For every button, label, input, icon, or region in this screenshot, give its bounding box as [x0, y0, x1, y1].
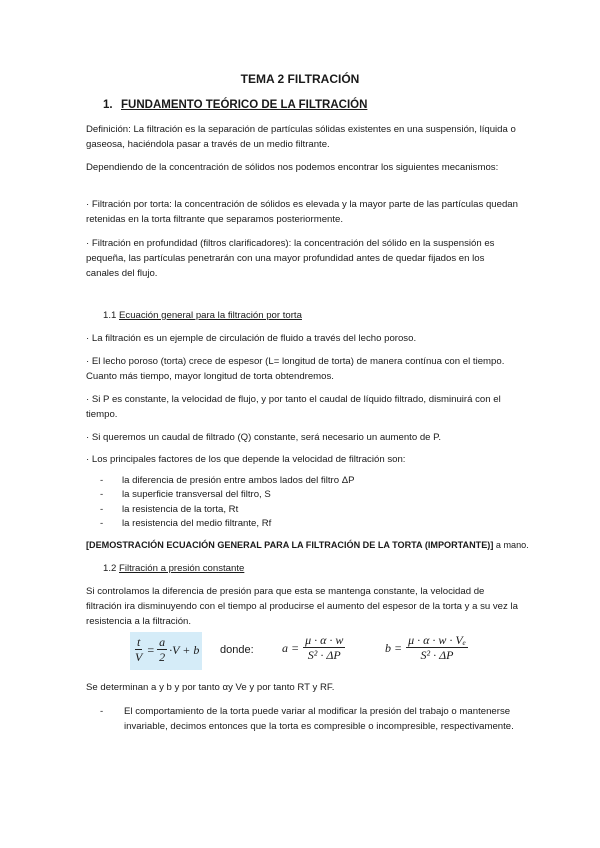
section-1-number: 1. — [103, 99, 113, 111]
constant-pressure-paragraph: Si controlamos la diferencia de presión para que esta se mantenga constante, la velocidad de filtración ira disminuyendo con el tiempo al producirse el aumento del espesor de la torta y a su vez la resistencia a la filtración. — [86, 586, 518, 627]
filtration-formula — [130, 632, 530, 672]
list-item: - la resistencia de la torta, Rt — [100, 503, 239, 515]
list-item: - la diferencia de presión entre ambos lados del filtro ΔP — [100, 475, 355, 486]
donde-label: donde: — [220, 644, 254, 656]
demonstration-bold: [DEMOSTRACIÓN ECUACIÓN GENERAL PARA LA FILTRACIÓN DE LA TORTA (IMPORTANTE)] — [86, 540, 494, 550]
b-equation: b = $\frac{\text{μ · α · w · Vₑ}}{\text{S² · ΔP}}$ — [385, 633, 466, 662]
demonstration-rest: a mano. — [493, 540, 529, 550]
section-1-2-title: Filtración a presión constante — [119, 563, 245, 574]
document-title: TEMA 2 FILTRACIÓN — [240, 72, 360, 86]
section-1-title: FUNDAMENTO TEÓRICO DE LA FILTRACIÓN — [121, 99, 368, 111]
point-3: · Si P es constante, la velocidad de flujo, y por tanto el caudal de líquido filtrado, disminuirá con el tiempo. — [86, 394, 501, 420]
section-1-heading — [103, 99, 367, 111]
section-1-1-heading — [103, 308, 302, 323]
factors-list — [100, 474, 355, 532]
section-1-2-number: 1.2 — [103, 563, 117, 574]
point-1: · La filtración es un ejemple de circulación de fluido a través del lecho poroso. — [86, 333, 417, 344]
point-4: · Si queremos un caudal de filtrado (Q) constante, será necesario un aumento de P. — [86, 432, 441, 443]
main-equation: $\frac{t}{V}$ = $\frac{a}{2}$ ·V + b — [130, 632, 202, 670]
definition-paragraph: Definición: La filtración es la separación de partículas sólidas existentes en una suspensión, líquida o gaseosa, haciéndola pasar a través de un medio filtrante. — [86, 124, 516, 150]
mechanisms-intro-paragraph: Dependiendo de la concentración de sólidos nos podemos encontrar los siguientes mecanismos: — [86, 162, 499, 173]
section-1-1-number: 1.1 — [103, 310, 117, 321]
determination-paragraph: Se determinan a y b y por tanto αy Ve y por tanto RT y RF. — [86, 682, 335, 693]
depth-filtration-paragraph: · Filtración en profundidad (filtros clarificadores): la concentración del sólido en la suspensión es pequeña, las partículas penetrarán con una mayor profundidad antes de quedar fijados en los canales del flujo. — [86, 238, 495, 279]
demonstration-note — [86, 540, 529, 550]
compressibility-bullet: - El comportamiento de la torta puede variar al modificar la presión del trabajo o mantenerse invariable, decimos entonces que la torta es compresible o incompresible, respectivamente. — [100, 704, 524, 734]
compressibility-text: El comportamiento de la torta puede variar al modificar la presión del trabajo o mantenerse invariable, decimos entonces que la torta es compresible o incompresible, respectivamente. — [124, 706, 514, 732]
list-item: - la resistencia del medio filtrante, Rf — [100, 518, 272, 530]
list-item: - la superficie transversal del filtro, S — [100, 489, 271, 501]
cake-filtration-paragraph: · Filtración por torta: la concentración de sólidos es elevada y la mayor parte de las partículas quedan retenidas en la torta filtrante que separamos posteriormente. — [86, 199, 518, 225]
point-5: · Los principales factores de los que depende la velocidad de filtración son: — [86, 454, 406, 465]
section-1-1-title: Ecuación general para la filtración por torta — [119, 310, 302, 321]
point-2: · El lecho poroso (torta) crece de espesor (L= longitud de torta) de manera contínua con el tiempo. Cuanto más tiempo, mayor longitud de torta obtendremos. — [86, 356, 505, 382]
a-equation: a = $\frac{\mu \cdot \alpha \cdot w}{\text{S² · ΔP}}$ — [282, 633, 344, 662]
section-1-2-heading — [103, 561, 244, 576]
